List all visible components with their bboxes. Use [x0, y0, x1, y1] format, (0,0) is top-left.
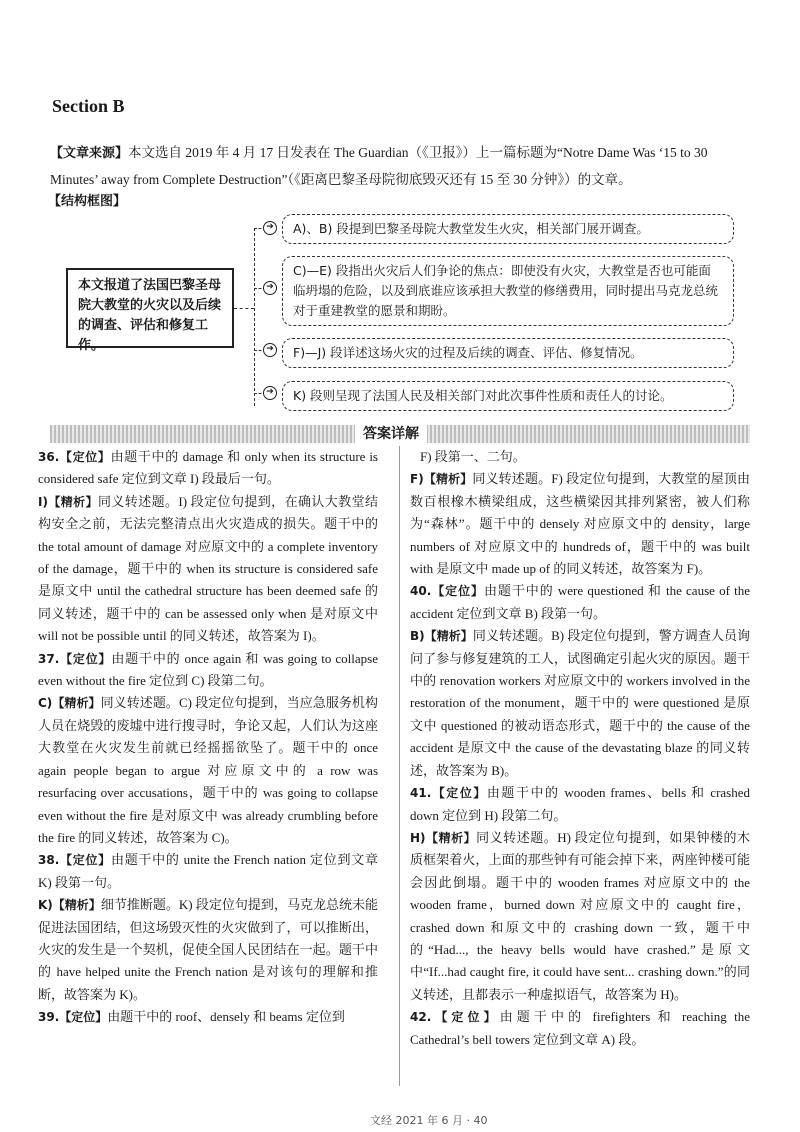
structure-item: A)、B) 段提到巴黎圣母院大教堂发生火灾，相关部门展开调查。 — [282, 214, 734, 244]
arrow-circle-icon: ➔ — [263, 281, 277, 295]
answer-paragraph: K)【精析】细节推断题。K) 段定位句提到，马克龙总统未能促进法国团结，但这场毁灭性的火灾做到了，可以推断出，火灾的发生是一个契机，促使全国人民团结在一起。题干中的 have helped unite the French nation 是对该句的理解和推断，故答案为 K)。 — [38, 897, 378, 1002]
arrow-circle-icon: ➔ — [263, 343, 277, 357]
source-label: 【文章来源】 — [50, 146, 129, 161]
structure-label: 【结构框图】 — [48, 194, 127, 209]
connector-line — [234, 308, 254, 309]
article-source — [50, 140, 755, 193]
answer-paragraph: F)【精析】同义转述题。F) 段定位句提到，大教堂的屋顶由数百根橡木横梁组成，这些横梁因其排列紧密，被人们称为“森林”。题干中的 densely 对应原文中的 density，large numbers of 对应原文中的 hundreds of，题干中的 was built with 是原文中 made up of 的同义转述，故答案为 F)。 — [410, 471, 750, 577]
answer-paragraph: 37.【定位】由题干中的 once again 和 was going to collapse even without the fire 定位到 C) 段第二句。 — [38, 650, 378, 689]
answer-paragraph: 36.【定位】由题干中的 damage 和 only when its structure is considered safe 定位到文章 I) 段最后一句。 — [38, 449, 378, 487]
page-footer: 文经 2021 年 6 月 · 40 — [370, 1114, 488, 1127]
main-summary-box: 本文报道了法国巴黎圣母院大教堂的火灾以及后续的调查、评估和修复工作。 — [66, 268, 234, 348]
answer-paragraph: 39.【定位】由题干中的 roof、densely 和 beams 定位到 — [38, 1009, 345, 1025]
answer-paragraph: H)【精析】同义转述题。H) 段定位句提到，如果钟楼的木质框架着火，上面的那些钟有可能会掉下来，两座钟楼可能会因此倒塌。题干中的 wooden frames 对应原文中的 the wooden frame，burned down 对应原文中的 caught fire，crashed down 和原文中的 crashing down 一致，题干中的“Had..., the heavy bells would have crashed.”是原文中“If...had caught fire, it could have sent... crashing down.”的同义转述，且都表示一种虚拟语气，故答案为 H)。 — [410, 829, 751, 1002]
answer-paragraph: I)【精析】同义转述题。I) 段定位句提到，在确认大教堂结构安全之前，无法完整清点出火灾造成的损失。题干中的 the total amount of damage 对应原文中的 a complete inventory of the damage，题干中的 when its structure is considered safe 是原文中 until the cathedral structure has been deemed safe 的同义转述，题干中的 can be assessed only when 是对原文中 will not be possible until 的同义转述，故答案为 I)。 — [38, 493, 378, 644]
answer-paragraph: 41.【定位】由题干中的 wooden frames、bells 和 crashed down 定位到 H) 段第二句。 — [410, 785, 751, 823]
column-divider — [399, 446, 400, 1086]
left-column — [38, 446, 378, 1029]
answer-paragraph: 40.【定位】由题干中的 were questioned 和 the cause of the accident 定位到文章 B) 段第一句。 — [410, 583, 750, 621]
answer-paragraph: 42.【定位】由题干中的 firefighters 和 reaching the Cathedral’s bell towers 定位到文章 A) 段。 — [410, 1009, 750, 1047]
arrow-circle-icon: ➔ — [263, 386, 277, 400]
answer-paragraph: 38.【定位】由题干中的 unite the French nation 定位到文章 K) 段第一句。 — [38, 852, 378, 890]
section-title: Section B — [52, 96, 125, 116]
structure-item: F)—J) 段详述这场火灾的过程及后续的调查、评估、修复情况。 — [282, 338, 734, 368]
source-text: 本文选自 2019 年 4 月 17 日发表在 The Guardian（《卫报》）上一篇标题为“Notre Dame Was ‘15 to 30 Minutes’ away from Complete Destruction”（《距离巴黎圣母院彻底毁灭还有 15 至 30 分钟》）的文章。 — [50, 145, 708, 187]
answer-paragraph: F) 段第一、二句。 — [420, 449, 526, 464]
arrow-circle-icon: ➔ — [263, 221, 277, 235]
right-column — [410, 446, 750, 1051]
answer-title: 答案详解 — [355, 423, 427, 443]
answer-paragraph: C)【精析】同义转述题。C) 段定位句提到，当应急服务机构人员在烧毁的废墟中进行搜寻时，争论又起，人们认为这座大教堂在火灾发生前就已经摇摇欲坠了。题干中的 once again people began to argue 对应原文中的 a row was resurfacing over accusations，题干中的 was going to collapse even without the fire 是对原文中 was already crumbling before the fire 的同义转述，故答案为 C)。 — [38, 695, 378, 845]
connector-trunk — [254, 228, 255, 406]
structure-item: K) 段则呈现了法国人民及相关部门对此次事件性质和责任人的讨论。 — [282, 381, 734, 411]
answer-paragraph: B)【精析】同义转述题。B) 段定位句提到，警方调查人员询问了参与修复建筑的工人，试图确定引起火灾的原因。题干中的 renovation workers 对应原文中的 workers involved in the restoration of the monument，题干中的 were questioned 是原文中 questioned 的被动语态形式，题干中的 the cause of the accident 是原文中 the cause of the devastating blaze 的同义转述，故答案为 B)。 — [410, 628, 750, 778]
structure-item: C)—E) 段指出火灾后人们争论的焦点：即使没有火灾，大教堂是否也可能面临坍塌的危险，以及到底谁应该承担大教堂的修缮费用，同时提出马克龙总统对于重建教堂的愿景和期盼。 — [282, 256, 734, 326]
